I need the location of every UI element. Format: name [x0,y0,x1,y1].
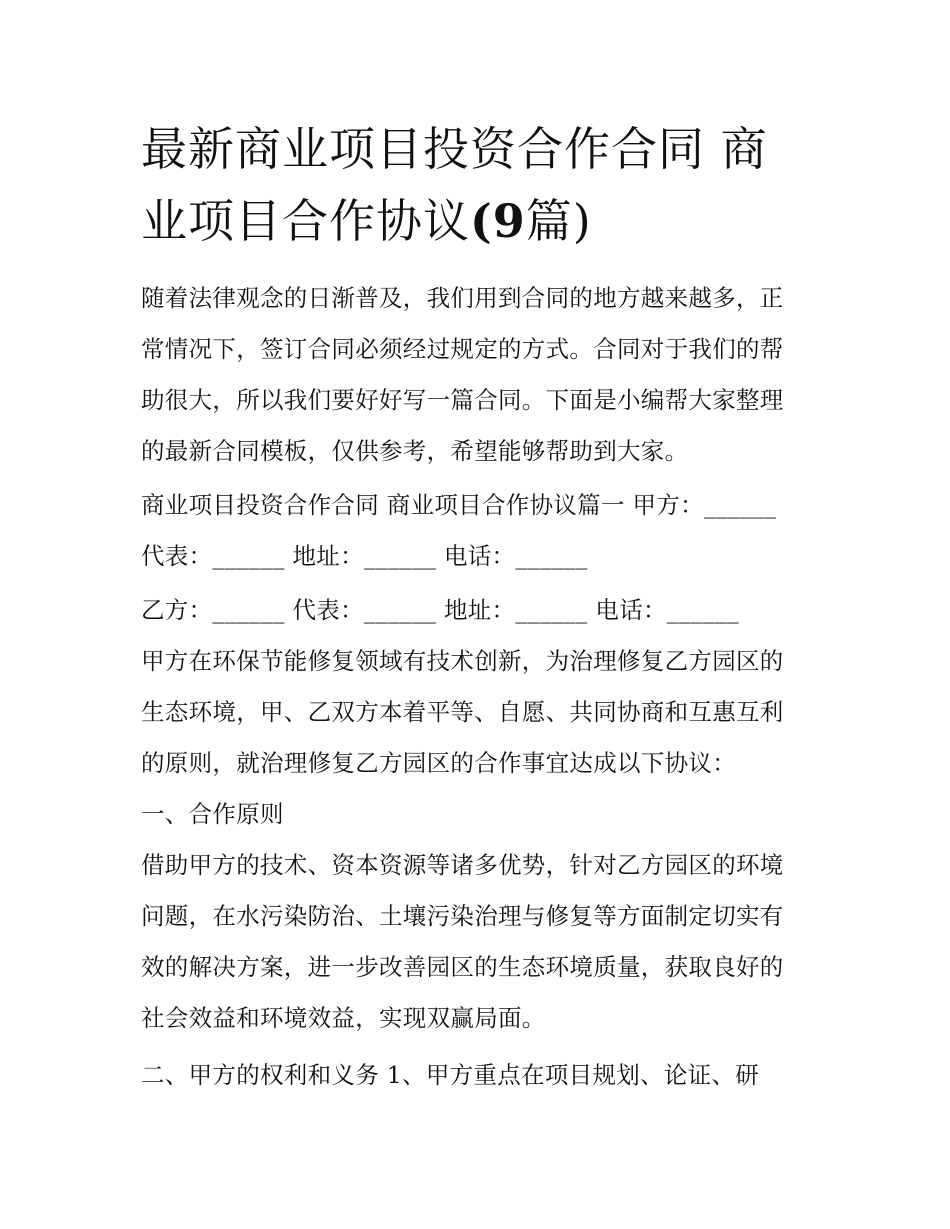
party-a-contact-line: 代表：______ 地址：______ 电话：______ [141,542,588,570]
party-b-line: 乙方：______ 代表：______ 地址：______ 电话：______ [141,596,740,624]
party-a-line: 商业项目投资合作合同 商业项目合作协议篇一 甲方：______ [141,491,777,519]
intro-line: 常情况下，签订合同必须经过规定的方式。合同对于我们的帮 [141,335,784,363]
agreement-line: 甲方在环保节能修复领域有技术创新，为治理修复乙方园区的 [141,647,784,675]
document-title [141,113,816,257]
agreement-paragraph [141,636,816,789]
title-line-2-count: (9 [470,194,526,248]
section-1-paragraph [141,840,816,1044]
section-1-line: 借助甲方的技术、资本资源等诸多优势，针对乙方园区的环境 [141,851,784,879]
intro-line: 助很大，所以我们要好好写一篇合同。下面是小编帮大家整理 [141,386,784,414]
intro-line: 随着法律观念的日渐普及，我们用到合同的地方越来越多，正 [141,284,784,312]
intro-paragraph [141,273,816,477]
title-line-2-text: 业项目合作协议 [141,194,470,248]
section-2-line: 二、甲方的权利和义务 1、甲方重点在项目规划、论证、研 [141,1061,760,1089]
section-1-line: 问题，在水污染防治、土壤污染治理与修复等方面制定切实有 [141,902,784,930]
intro-line: 的最新合同模板，仅供参考，希望能够帮助到大家。 [141,437,689,465]
title-line-1: 最新商业项目投资合作合同 商 [141,122,768,176]
section-1-line: 效的解决方案，进一步改善园区的生态环境质量，获取良好的 [141,953,784,981]
section-1-line: 社会效益和环境效益，实现双赢局面。 [141,1004,546,1032]
document-content [141,113,816,1101]
agreement-line: 的原则，就治理修复乙方园区的合作事宜达成以下协议： [141,749,736,777]
agreement-line: 生态环境，甲、乙双方本着平等、自愿、共同协商和互惠互利 [141,698,784,726]
section-1-heading: 一、合作原则 [141,800,284,828]
title-line-2-end: 篇) [525,194,592,248]
